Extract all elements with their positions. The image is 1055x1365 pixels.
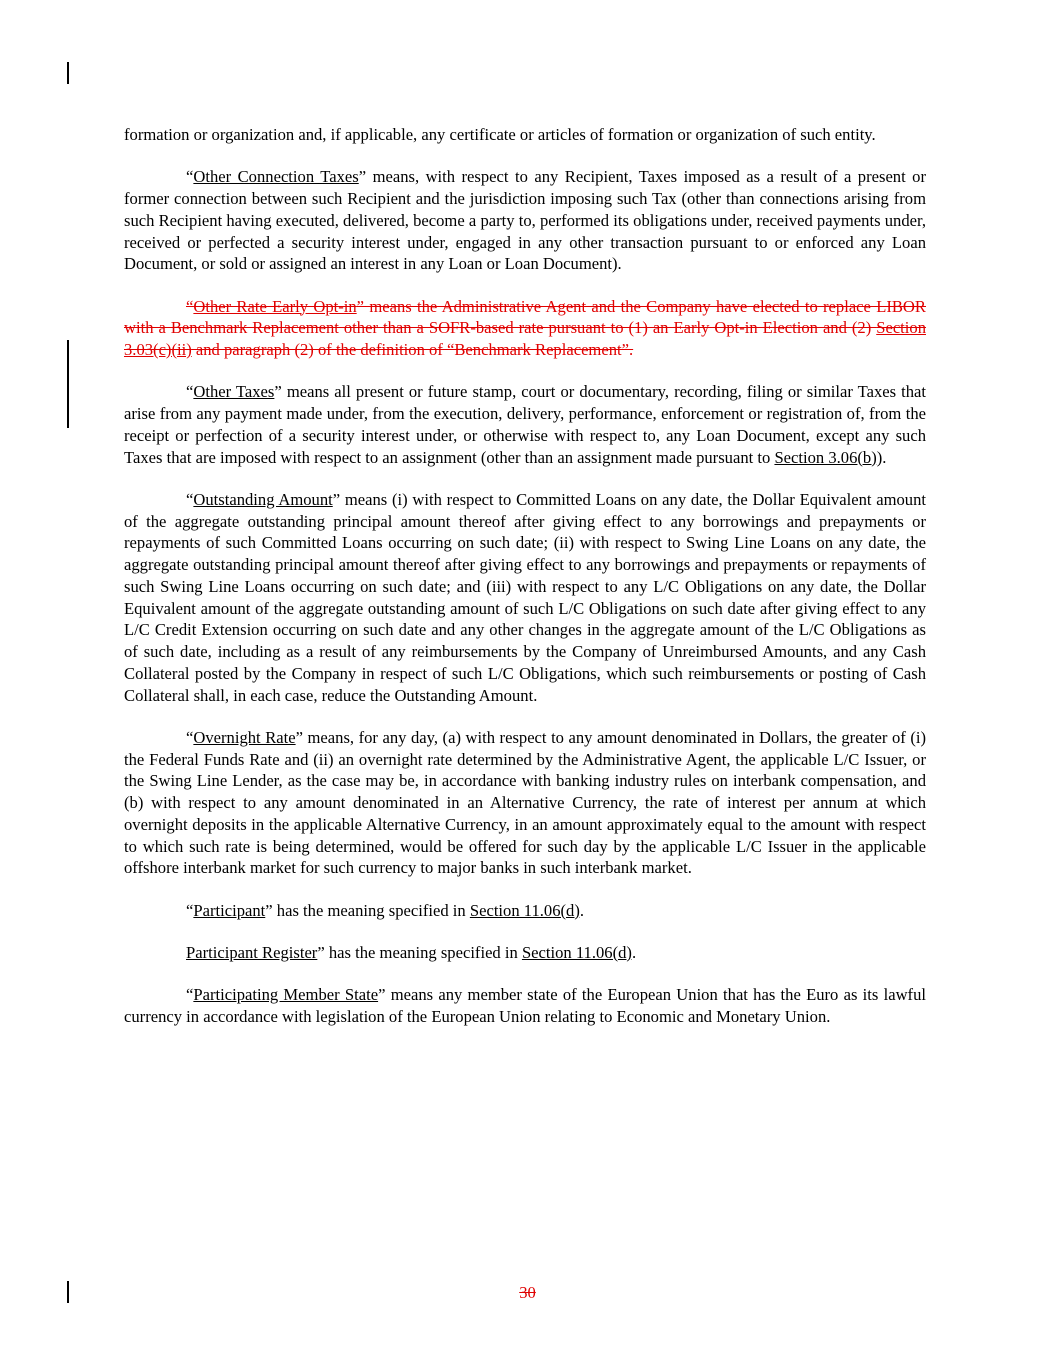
definition-text: ” has the meaning specified in — [317, 942, 522, 962]
section-reference: Section 3.03(c)(ii) — [124, 318, 926, 359]
definition-text: ” means any member state of the European Union that has the Euro as its lawful currency in accordance with legislation of the European Union relating to Economic and Monetary Union. — [124, 985, 926, 1026]
definition-participating-member-state — [124, 984, 926, 1028]
definition-outstanding-amount — [124, 489, 926, 707]
definition-text: ” means the Administrative Agent and the Company have elected to replace LIBOR with a Benchmark Replacement other than a SOFR-based rate pursuant to (1) an Early Opt-in Election and (2) — [124, 296, 926, 338]
open-quote: “ — [186, 296, 194, 316]
section-reference: Section 11.06(d) — [521, 942, 632, 962]
page-number: 30 — [519, 1283, 536, 1302]
definition-text-end: and paragraph (2) of the definition of “Benchmark Replacement”. — [191, 340, 634, 359]
paragraph-continuation — [124, 124, 926, 146]
definition-other-taxes — [124, 381, 926, 468]
open-quote: “ — [186, 985, 194, 1004]
document-page — [124, 124, 926, 1048]
paragraph-text: formation or organization and, if applicable, any certificate or articles of formation or organization of such entity. — [124, 125, 876, 144]
defined-term: Outstanding Amount — [193, 489, 333, 509]
defined-term: Participant Register — [186, 942, 318, 962]
open-quote: “ — [186, 489, 194, 509]
definition-participant-register — [124, 942, 926, 964]
section-reference: Section 3.06(b) — [774, 447, 877, 467]
defined-term: Overnight Rate — [193, 727, 296, 747]
definition-text: ” means, with respect to any Recipient, Taxes imposed as a result of a present or former connection between such Recipient and the jurisdiction imposing such Tax (other than connections arising from such Recipient having executed, delivered, become a party to, performed its obligations under, received payments under, received or perfected a security interest under, engaged in any other transaction pursuant to or enforced any Loan Document, or sold or assigned an interest in any Loan or Loan Document). — [124, 167, 926, 274]
definition-other-rate-early-opt-in-deleted — [124, 296, 926, 361]
definition-text: ” means (i) with respect to Committed Loans on any date, the Dollar Equivalent amount of the aggregate outstanding principal amount thereof after giving effect to any borrowings and prepayments or repayments of such Committed Loans occurring on such date; (ii) with respect to Swing Line Loans on any date, the aggregate outstanding principal amount thereof after giving effect to any borrowings and prepayments or repayments of such Swing Line Loans occurring on such date; and (iii) with respect to any L/C Obligations on any date, the Dollar Equivalent amount of the aggregate outstanding amount of such L/C Obligations on such date after giving effect to any L/C Credit Extension occurring on such date and any other changes in the aggregate amount of the L/C Obligations as of such date, including as a result of any reimbursements by the Company of Unreimbursed Amounts, and any Cash Collateral posted by the Company in respect of such L/C Obligations, which such reimbursements or posting of Cash Collateral shall, in each case, reduce the Outstanding Amount. — [124, 489, 926, 705]
definition-text-end: . — [579, 900, 585, 920]
defined-term: Other Connection Taxes — [193, 167, 359, 187]
definition-other-connection-taxes — [124, 166, 926, 275]
change-bar-deletion — [67, 340, 69, 428]
defined-term: Participating Member State — [193, 985, 379, 1004]
definition-participant — [124, 900, 926, 922]
definition-text: ” means, for any day, (a) with respect to any amount denominated in Dollars, the greater of (i) the Federal Funds Rate and (ii) an overnight rate determined by the Administrative Agent, the applicable L/C Issuer, or the Swing Line Lender, as the case may be, in accordance with banking industry rules on interbank compensation, and (b) with respect to any amount denominated in an Alternative Currency, the rate of interest per annum at which overnight deposits in the applicable Alternative Currency, in an amount approximately equal to the amount with respect to which such rate is being determined, would be offered for such day by the applicable L/C Issuer in the applicable offshore interbank market for such currency to major banks in such interbank market. — [124, 727, 926, 878]
definition-overnight-rate — [124, 727, 926, 879]
defined-term: Other Rate Early Opt-in — [193, 296, 357, 316]
section-reference: Section 11.06(d) — [469, 900, 580, 920]
definition-text: ” has the meaning specified in — [265, 900, 470, 920]
open-quote: “ — [186, 167, 194, 187]
defined-term: Participant — [193, 900, 266, 920]
definition-text-end: . — [631, 942, 637, 962]
definition-text-end: ). — [876, 447, 887, 467]
open-quote: “ — [186, 900, 194, 920]
open-quote: “ — [186, 382, 194, 402]
open-quote: “ — [186, 727, 194, 747]
definition-text: ” means all present or future stamp, court or documentary, recording, filing or similar Taxes that arise from any payment made under, from the execution, delivery, performance, enforcement or registration of, from the receipt or perfection of a security interest under, or otherwise with respect to, any Loan Document, except any such Taxes that are imposed with respect to an assignment (other than an assignment made pursuant to — [124, 382, 927, 467]
change-bar-top — [67, 62, 69, 84]
defined-term: Other Taxes — [193, 382, 275, 402]
